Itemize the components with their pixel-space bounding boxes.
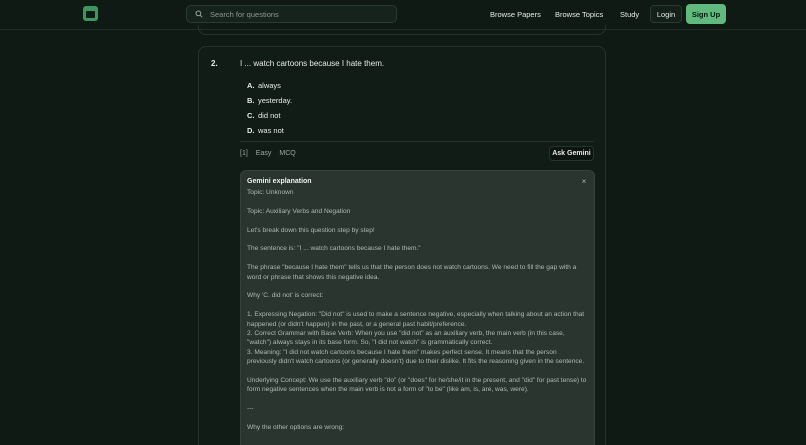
option-letter: A.	[247, 81, 255, 90]
explanation-paragraph: The sentence is: "I ... watch cartoons because I hate them."	[247, 245, 421, 253]
ask-gemini-button[interactable]: Ask Gemini	[549, 146, 594, 161]
divider	[240, 141, 594, 142]
marks-label: [1]	[240, 150, 248, 157]
explanation-paragraph: Topic: Auxiliary Verbs and Negation	[247, 207, 351, 215]
nav-browse-topics[interactable]: Browse Topics	[555, 9, 604, 19]
options-list	[247, 78, 292, 138]
difficulty-label: Easy	[255, 150, 272, 157]
previous-question-card	[198, 25, 606, 35]
signup-button[interactable]: Sign Up	[686, 4, 726, 24]
option-a[interactable]	[247, 78, 292, 93]
option-text: was not	[258, 126, 284, 135]
question-number: 2.	[211, 59, 218, 68]
explanation-paragraph: 1. Expressing Negation: "Did not" is used to make a sentence negative, especially when talking about an action that happened (or didn't happen) in the past, or a general past habit/preference. 2. Correct Grammar with Base Verb: When you use "did not" as an auxiliary verb, the main verb (in this case, "watch") always stays in its base form. So, "I did not watch" is grammatically correct. 3. Meaning: "I did not watch cartoons because I hate them" makes perfect sense. It means that the person previously didn't watch cartoons (or generally doesn't) due to their dislike. It fits the reasoning given in the sentence.	[247, 311, 585, 366]
explanation-topic: Topic: Unknown	[247, 189, 294, 196]
option-c[interactable]	[247, 108, 292, 123]
option-text: always	[258, 81, 281, 90]
explanation-paragraph: Underlying Concept: We use the auxiliary verb "do" (or "does" for he/she/it in the present, and "did" for past tense) to form negative sentences when the main verb is not a form of "to be" (like am, is, are, was, were).	[247, 377, 587, 394]
explanation-paragraph: Why 'C. did not' is correct:	[247, 292, 324, 300]
option-d[interactable]	[247, 123, 292, 138]
option-letter: D.	[247, 126, 255, 135]
explanation-paragraph: The phrase "because I hate them" tells us that the person does not watch cartoons. We need to fill the gap with a word or phrase that shows this negative idea.	[247, 264, 577, 281]
search-bar[interactable]	[186, 5, 397, 23]
explanation-body	[247, 188, 587, 432]
option-letter: B.	[247, 96, 255, 105]
option-text: yesterday.	[258, 96, 293, 105]
question-type-label: MCQ	[279, 150, 296, 157]
explanation-paragraph: ---	[247, 405, 254, 413]
search-icon	[190, 10, 208, 18]
nav-study[interactable]: Study	[620, 9, 640, 19]
login-button[interactable]: Login	[650, 5, 682, 23]
logo-icon[interactable]	[83, 6, 98, 21]
option-b[interactable]	[247, 93, 292, 108]
explanation-paragraph: Why the other options are wrong:	[247, 424, 345, 432]
question-text: I ... watch cartoons because I hate them.	[240, 59, 385, 68]
search-input[interactable]	[210, 10, 390, 19]
explanation-paragraph: Let's break down this question step by step!	[247, 226, 375, 234]
close-icon[interactable]: ×	[581, 177, 587, 186]
explanation-title: Gemini explanation	[247, 178, 312, 185]
question-meta	[240, 149, 296, 158]
option-letter: C.	[247, 111, 255, 120]
nav-browse-papers[interactable]: Browse Papers	[490, 9, 541, 19]
option-text: did not	[258, 111, 281, 120]
